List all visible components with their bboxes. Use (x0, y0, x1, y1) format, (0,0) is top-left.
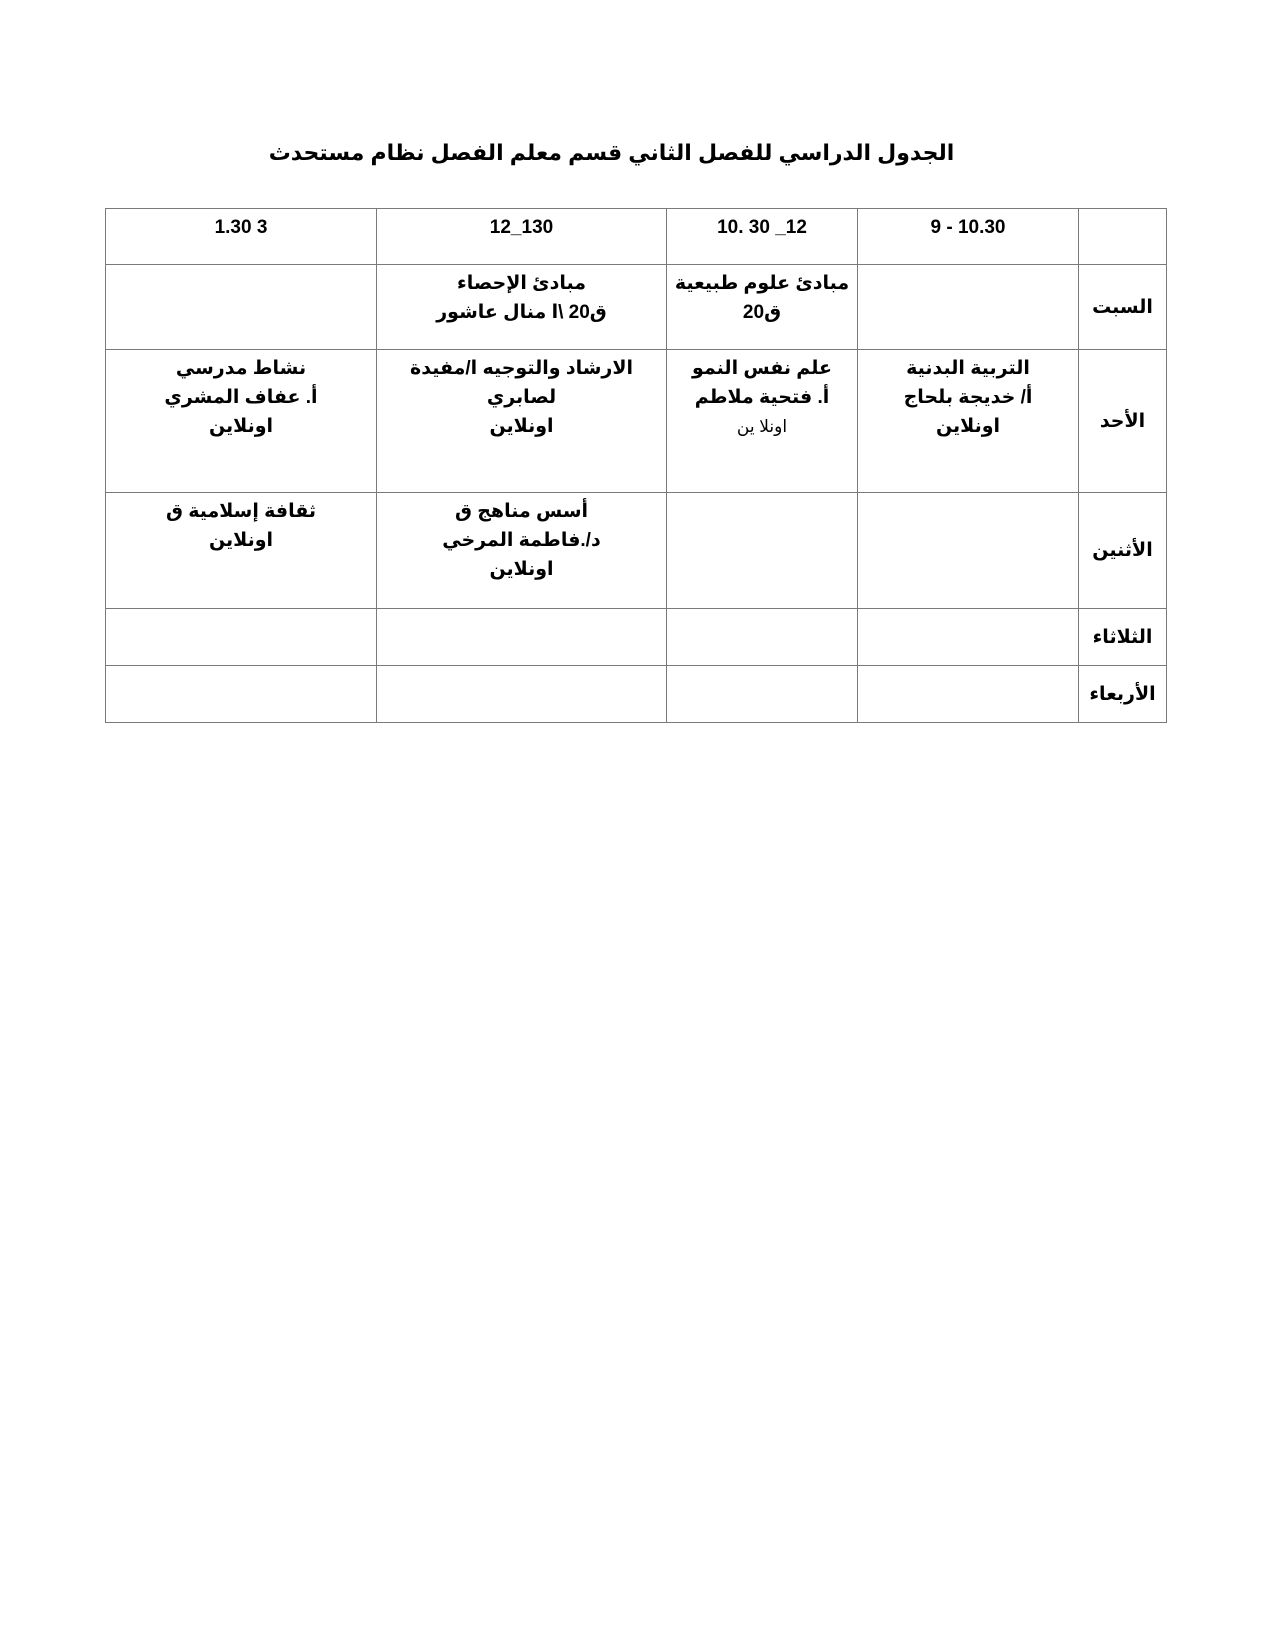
time-slot-header: 12_130 (377, 209, 667, 265)
class-cell (106, 350, 377, 493)
course-name: نشاط مدرسي (175, 358, 307, 379)
instructor-name: أ. فتحية ملاطم (694, 387, 830, 408)
class-cell (858, 609, 1079, 666)
corner-cell (1079, 209, 1167, 265)
time-slot-header: 1.30 3 (106, 209, 377, 265)
delivery-mode: اونلاين (489, 559, 554, 580)
day-row-tuesday (106, 609, 1167, 666)
delivery-mode: اونلاين (935, 416, 1001, 437)
course-name: التربية البدنية (906, 358, 1030, 379)
day-row-saturday (106, 265, 1167, 350)
course-name: مبادئ علوم طبيعية (674, 273, 850, 294)
time-slot-header: 9 - 10.30 (858, 209, 1079, 265)
class-cell (667, 493, 858, 609)
class-cell (106, 666, 377, 723)
instructor-name: أ/ خديجة بلحاج (903, 387, 1033, 408)
room-instructor: ق20 \ا منال عاشور (436, 302, 607, 323)
day-label: الأثنين (1079, 493, 1167, 609)
class-cell (667, 265, 858, 350)
instructor-name: د/.فاطمة المرخي (442, 530, 601, 551)
class-cell (377, 666, 667, 723)
room-label: ق20 (742, 302, 782, 323)
day-label: الأحد (1079, 350, 1167, 493)
class-cell (106, 609, 377, 666)
class-cell (858, 350, 1079, 493)
delivery-mode: اونلاين (208, 530, 274, 551)
class-cell (667, 609, 858, 666)
instructor-name: أ. عفاف المشري (164, 387, 318, 408)
class-cell (667, 666, 858, 723)
class-cell (858, 666, 1079, 723)
course-name: علم نفس النمو (692, 358, 832, 379)
day-row-monday (106, 493, 1167, 609)
class-cell (667, 350, 858, 493)
day-label: السبت (1079, 265, 1167, 350)
course-name: أسس مناهج ق (454, 501, 589, 522)
page-title-text: الجدول الدراسي للفصل الثاني قسم معلم الفصل نظام مستحدث (268, 140, 955, 165)
class-cell (106, 493, 377, 609)
class-cell (377, 609, 667, 666)
class-cell (377, 493, 667, 609)
instructor-name: لصابري (486, 387, 557, 408)
delivery-mode: اونلا ين (736, 417, 788, 436)
class-cell (858, 265, 1079, 350)
time-slot-header: 10. 30 _12 (667, 209, 858, 265)
schedule-table (105, 208, 1167, 723)
class-cell (377, 350, 667, 493)
course-name: الارشاد والتوجيه ا/مفيدة (410, 358, 633, 379)
day-row-sunday (106, 350, 1167, 493)
course-name: ثقافة إسلامية ق (165, 501, 317, 522)
class-cell (377, 265, 667, 350)
day-row-wednesday (106, 666, 1167, 723)
course-name: مبادئ الإحصاء (456, 273, 587, 294)
day-label: الأربعاء (1079, 666, 1167, 723)
header-row (106, 209, 1167, 265)
delivery-mode: اونلاين (208, 416, 274, 437)
delivery-mode: اونلاين (489, 416, 554, 437)
day-label: الثلاثاء (1079, 609, 1167, 666)
class-cell (106, 265, 377, 350)
page-title (0, 140, 1275, 166)
class-cell (858, 493, 1079, 609)
